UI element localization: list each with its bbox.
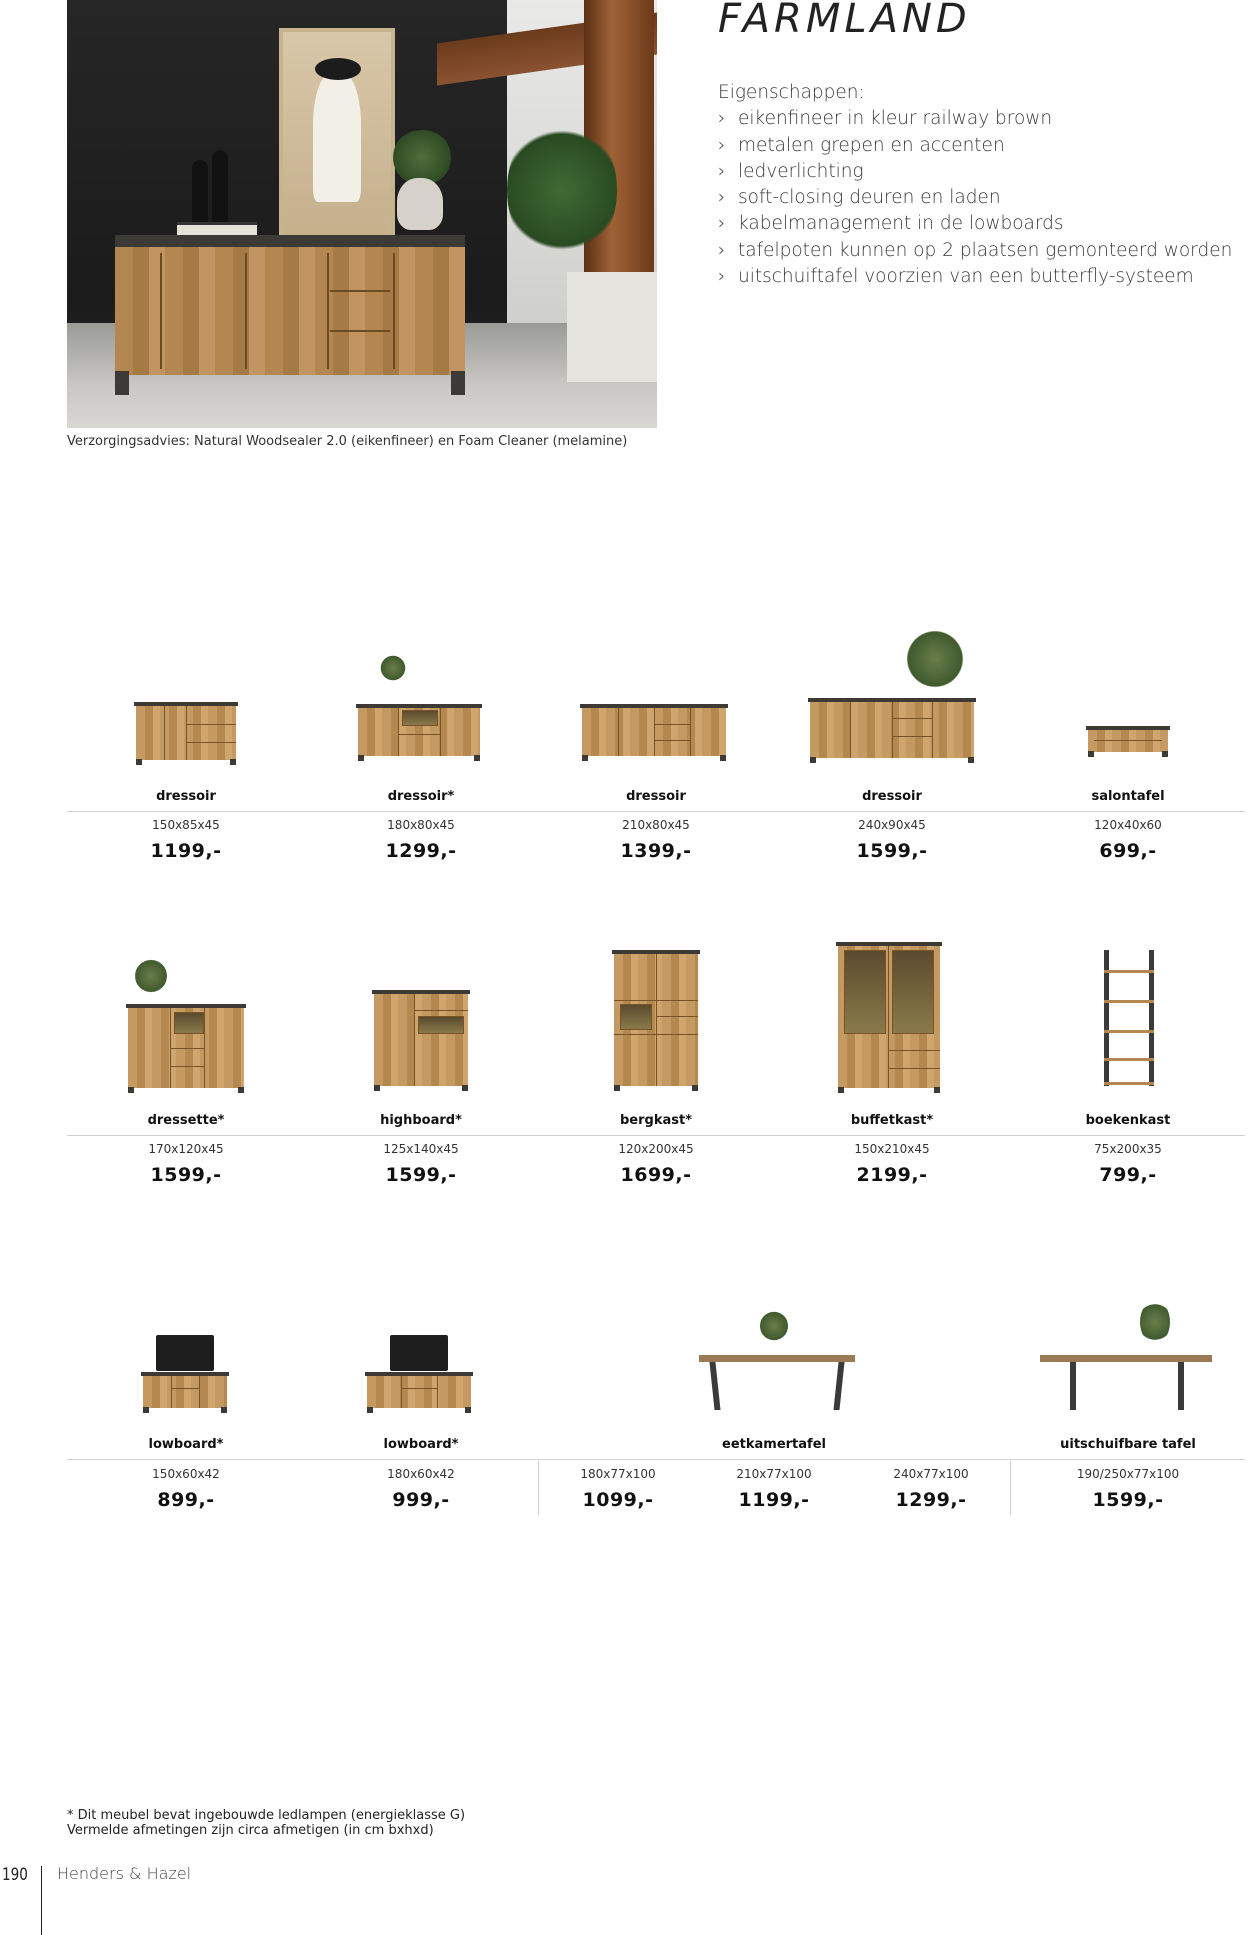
- highboard-image: [374, 990, 468, 1086]
- palm-plant: [507, 115, 617, 265]
- painted-figure: [313, 72, 361, 202]
- feature-item: › soft-closing deuren en laden: [718, 185, 1232, 211]
- product-price: 699,-: [1099, 840, 1157, 862]
- dressoir-180-image: [358, 704, 480, 756]
- product-dimensions: 120x200x45: [618, 1142, 694, 1156]
- product-name: boekenkast: [1085, 1113, 1171, 1128]
- eetkamertafel-top: [699, 1355, 855, 1362]
- product-price: 1599,-: [150, 1164, 222, 1186]
- column-divider: [538, 1461, 539, 1515]
- product-name: lowboard*: [383, 1437, 459, 1452]
- product-price: 899,-: [157, 1489, 215, 1511]
- plant-decor: [905, 630, 965, 688]
- feature-item: › ledverlichting: [718, 159, 1232, 185]
- product-dimensions: 150x85x45: [152, 818, 220, 832]
- tv-screen: [156, 1335, 214, 1371]
- flower-decor: [760, 1310, 788, 1342]
- product-price: 2199,-: [856, 1164, 928, 1186]
- painted-hat: [315, 58, 361, 80]
- product-dimensions: 75x200x35: [1094, 1142, 1162, 1156]
- features-block: [718, 80, 1232, 290]
- features-heading: Eigenschappen:: [718, 82, 865, 103]
- statue-decor: [212, 150, 228, 230]
- wall-painting: [279, 28, 395, 241]
- brand-name: Henders & Hazel: [57, 1864, 192, 1883]
- feature-item: › kabelmanagement in de lowboards: [718, 211, 1232, 237]
- product-price: 1099,-: [582, 1489, 654, 1511]
- chevron-right-icon: ›: [718, 187, 726, 209]
- product-dimensions: 190/250x77x100: [1076, 1467, 1180, 1481]
- ceramic-vase: [397, 178, 443, 230]
- row-divider: [67, 1135, 1245, 1136]
- product-dimensions: 150x60x42: [152, 1467, 220, 1481]
- plant-decor: [135, 958, 167, 994]
- chevron-right-icon: ›: [718, 160, 726, 182]
- feature-item: › uitschuiftafel voorzien van een butterfly-systeem: [718, 264, 1232, 290]
- chevron-right-icon: ›: [718, 213, 726, 235]
- row-divider: [67, 811, 1245, 812]
- footer-divider: [41, 1866, 42, 1935]
- footnote: [67, 1808, 465, 1838]
- dressoir-150-image: [136, 702, 236, 760]
- care-advice: Verzorgingsadvies: Natural Woodsealer 2.0 (eikenfineer) en Foam Cleaner (melamine): [67, 434, 628, 449]
- hero-photo: [67, 0, 657, 428]
- dressoir-240-image: [810, 698, 974, 758]
- product-price: 1199,-: [738, 1489, 810, 1511]
- flower-decor: [380, 655, 406, 681]
- product-name: dressette*: [147, 1113, 225, 1128]
- product-name: eetkamertafel: [722, 1437, 826, 1452]
- uitschuifbare-tafel-leg: [1070, 1362, 1076, 1410]
- product-name: dressoir: [626, 789, 686, 804]
- tv-screen: [390, 1335, 448, 1371]
- sideboard-photo: [115, 235, 465, 395]
- column-divider: [1010, 1461, 1011, 1515]
- product-name: dressoir: [862, 789, 922, 804]
- product-name: uitschuifbare tafel: [1060, 1437, 1196, 1452]
- product-name: buffetkast*: [850, 1113, 934, 1128]
- product-dimensions: 180x77x100: [580, 1467, 656, 1481]
- product-price: 1599,-: [856, 840, 928, 862]
- product-dimensions: 180x60x42: [387, 1467, 455, 1481]
- product-name: salontafel: [1091, 789, 1165, 804]
- product-price: 999,-: [392, 1489, 450, 1511]
- chevron-right-icon: ›: [718, 134, 726, 156]
- footnote-line: Vermelde afmetingen zijn circa afmetigen (in cm bxhxd): [67, 1823, 434, 1838]
- collection-title: FARMLAND: [718, 0, 971, 42]
- product-price: 1699,-: [620, 1164, 692, 1186]
- product-price: 1299,-: [895, 1489, 967, 1511]
- chevron-right-icon: ›: [718, 266, 726, 288]
- dressette-image: [128, 1004, 244, 1088]
- chevron-right-icon: ›: [718, 239, 726, 261]
- product-dimensions: 150x210x45: [854, 1142, 930, 1156]
- product-dimensions: 180x80x45: [387, 818, 455, 832]
- product-dimensions: 125x140x45: [383, 1142, 459, 1156]
- buffetkast-image: [838, 942, 940, 1088]
- salontafel-image: [1088, 726, 1168, 752]
- uitschuifbare-tafel-leg: [1178, 1362, 1184, 1410]
- lowboard-150-image: [143, 1372, 227, 1408]
- product-dimensions: 210x80x45: [622, 818, 690, 832]
- bergkast-image: [614, 950, 698, 1086]
- product-name: lowboard*: [148, 1437, 224, 1452]
- product-name: highboard*: [380, 1113, 462, 1128]
- product-price: 1399,-: [620, 840, 692, 862]
- dressoir-210-image: [582, 704, 726, 756]
- chevron-right-icon: ›: [718, 108, 726, 130]
- eetkamertafel-leg: [833, 1362, 844, 1410]
- product-dimensions: 210x77x100: [736, 1467, 812, 1481]
- lowboard-180-image: [367, 1372, 471, 1408]
- product-price: 1599,-: [385, 1164, 457, 1186]
- flower-decor: [1140, 1300, 1170, 1344]
- product-price: 1199,-: [150, 840, 222, 862]
- product-name: dressoir*: [387, 789, 455, 804]
- page-number: 190: [2, 1865, 28, 1885]
- stone-plinth: [567, 272, 657, 382]
- product-dimensions: 170x120x45: [148, 1142, 224, 1156]
- uitschuifbare-tafel-top: [1040, 1355, 1212, 1362]
- product-dimensions: 240x77x100: [893, 1467, 969, 1481]
- potted-plant: [392, 130, 452, 185]
- product-price: 1299,-: [385, 840, 457, 862]
- feature-item: › tafelpoten kunnen op 2 plaatsen gemonteerd worden: [718, 238, 1232, 264]
- product-price: 799,-: [1099, 1164, 1157, 1186]
- product-name: dressoir: [156, 789, 216, 804]
- product-name: bergkast*: [619, 1113, 692, 1128]
- statue-decor: [192, 160, 208, 230]
- row-divider: [67, 1459, 1245, 1460]
- feature-item: › eikenfineer in kleur railway brown: [718, 106, 1232, 132]
- product-dimensions: 240x90x45: [858, 818, 926, 832]
- footnote-line: * Dit meubel bevat ingebouwde ledlampen (energieklasse G): [67, 1808, 466, 1823]
- features-list: [718, 106, 1232, 290]
- feature-item: › metalen grepen en accenten: [718, 133, 1232, 159]
- boekenkast-image: [1104, 950, 1154, 1086]
- product-dimensions: 120x40x60: [1094, 818, 1162, 832]
- product-price: 1599,-: [1092, 1489, 1164, 1511]
- eetkamertafel-leg: [709, 1362, 720, 1410]
